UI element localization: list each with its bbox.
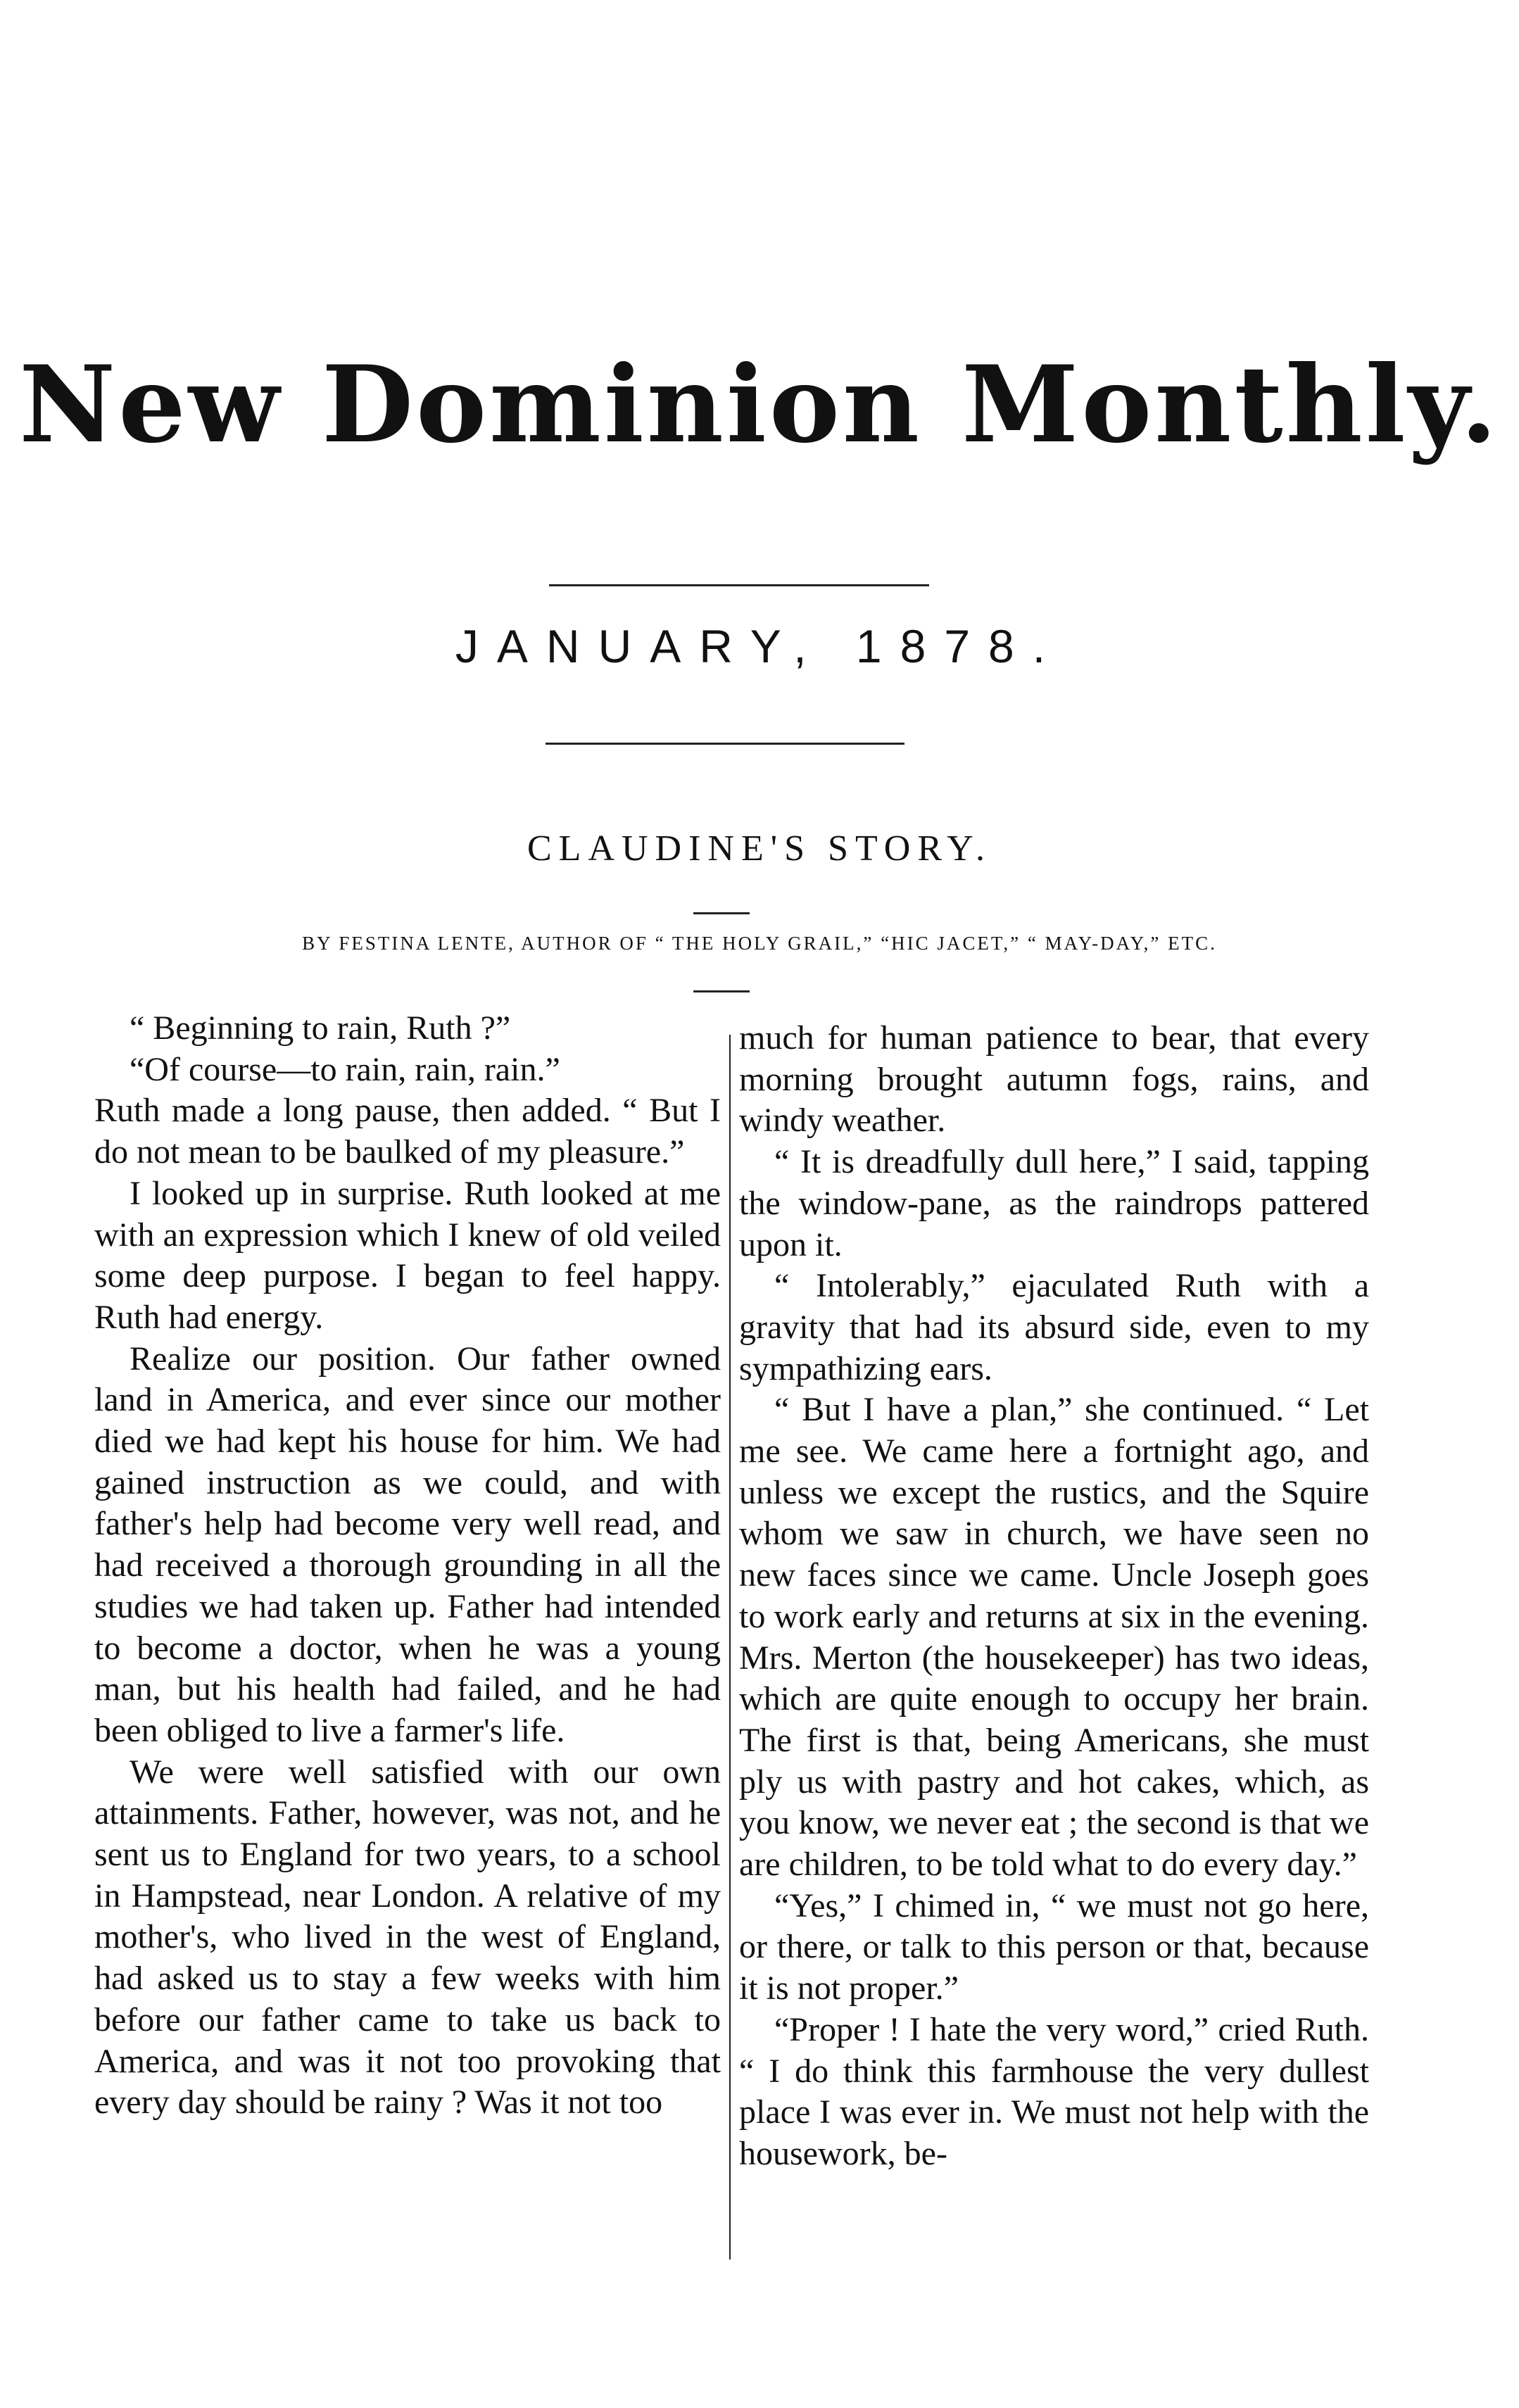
date-rule: [546, 743, 905, 745]
paragraph: “ It is dreadfully dull here,” I said, tapping the window-pane, as the raindrops pattered upon it.: [739, 1143, 1369, 1263]
paragraph: “Proper ! I hate the very word,” cried Ruth. “ I do think this farmhouse the very dullest place I was ever in. We must not help with the housework, be-: [739, 2010, 1369, 2172]
paragraph: Ruth made a long pause, then added. “ But I do not mean to be baulked of my pleasure.”: [94, 1092, 721, 1171]
paragraph: I looked up in surprise. Ruth looked at me with an expression which I knew of old veiled some deep purpose. I began to feel happy. Ruth had energy.: [94, 1174, 721, 1336]
article-byline: BY FESTINA LENTE, AUTHOR OF “ THE HOLY GRAIL,” “HIC JACET,” “ MAY-DAY,” ETC.: [302, 933, 1217, 954]
left-column: [94, 1008, 721, 2124]
masthead-title: New Dominion Monthly.: [19, 343, 1500, 467]
paragraph: Realize our position. Our father owned land in America, and ever since our mother died we had kept his house for him. We had gained instruction as we could, and with father's help had become very well read, and had received a thorough grounding in all the studies we had taken up. Father had intended to become a doctor, when he was a young man, but his health had failed, and he had been obliged to live a farmer's life.: [94, 1339, 721, 1749]
paragraph: We were well satisfied with our own attainments. Father, however, was not, and he sent us to England for two years, to a school in Hampstead, near London. A relative of my mother's, who lived in the west of England, had asked us to stay a few weeks with him before our father came to take us back to America, and was it not too provoking that every day should be rainy ? Was it not too: [94, 1753, 721, 2122]
byline-rule: [693, 990, 750, 992]
column-divider: [729, 1035, 731, 2259]
issue-date: JANUARY, 1878.: [455, 620, 1064, 672]
paragraph: “ Beginning to rain, Ruth ?”: [130, 1009, 511, 1047]
paragraph: “ Intolerably,” ejaculated Ruth with a gravity that had its absurd side, even to my sympathizing ears.: [739, 1267, 1369, 1387]
paragraph: “Of course—to rain, rain, rain.”: [130, 1050, 560, 1088]
article-title: CLAUDINE'S STORY.: [527, 828, 992, 869]
right-column: [739, 1018, 1369, 2175]
paragraph: much for human patience to bear, that every morning brought autumn fogs, rains, and windy weather.: [739, 1019, 1369, 1140]
paragraph: “ But I have a plan,” she continued. “ Let me see. We came here a fortnight ago, and unless we except the rustics, and the Squire whom we saw in church, we have seen no new faces since we came. Uncle Joseph goes to work early and returns at six in the evening. Mrs. Merton (the housekeeper) has two ideas, which are quite enough to occupy her brain. The first is that, being Americans, she must ply us with pastry and hot cakes, which, as you know, we never eat ; the second is that we are children, to be told what to do every day.”: [739, 1391, 1369, 1884]
masthead-rule: [549, 584, 929, 586]
paragraph: “Yes,” I chimed in, “ we must not go here, or there, or talk to this person or that, because it is not proper.”: [739, 1886, 1369, 2007]
title-rule: [693, 912, 750, 914]
